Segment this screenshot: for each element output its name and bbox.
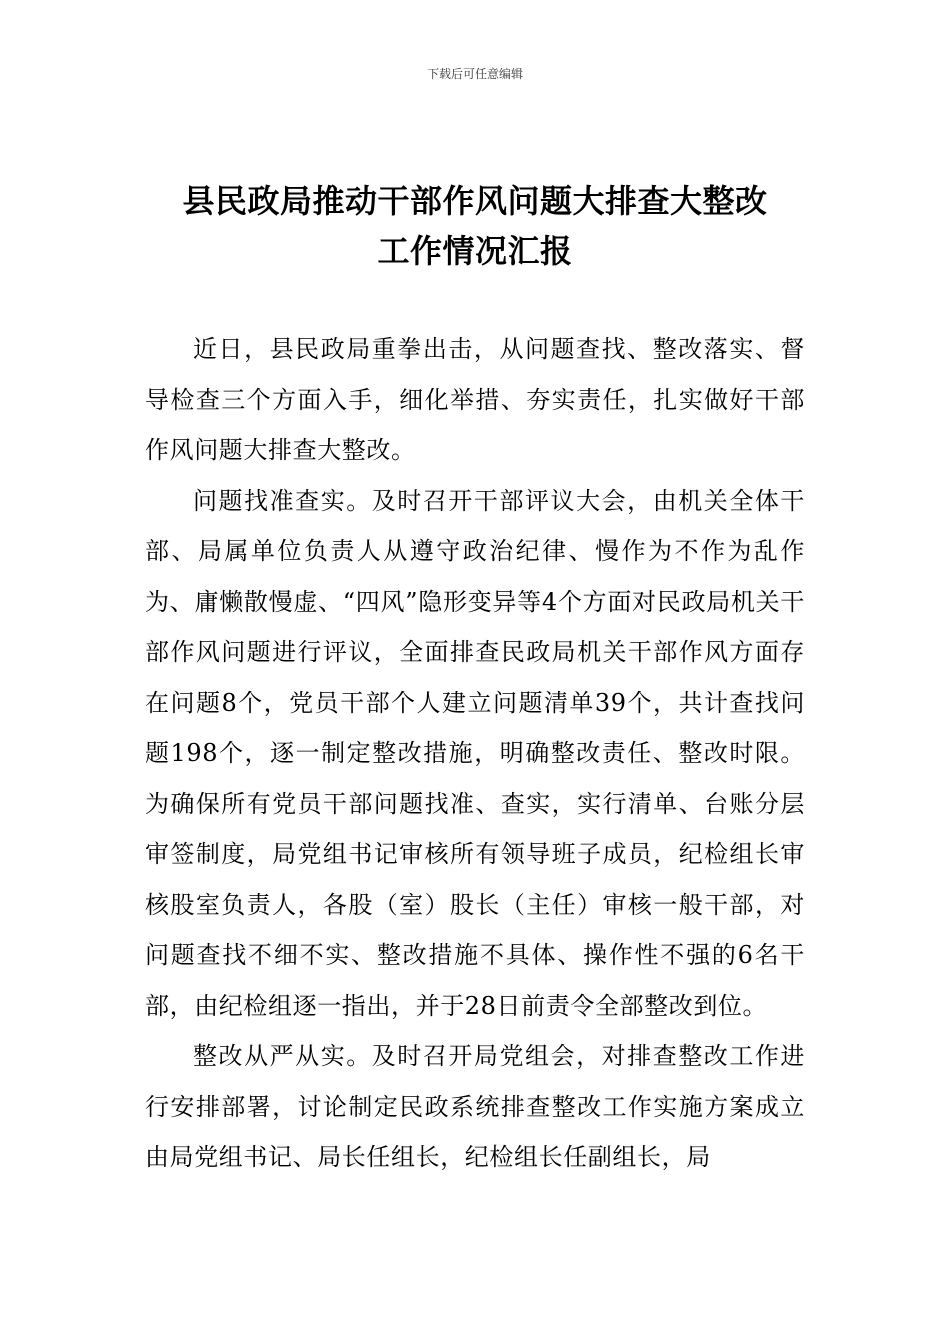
document-title bbox=[140, 176, 810, 276]
paragraph-problem-finding: 问题找准查实。及时召开干部评议大会，由机关全体干部、局属单位负责人从遵守政治纪律、慢作为不作为乱作为、庸懒散慢虚、“四风”隐形变异等4个方面对民政局机关干部作风问题进行评议，全面排查民政局机关干部作风方面存在问题8个，党员干部个人建立问题清单39个，共计查找问题198个，逐一制定整改措施，明确整改责任、整改时限。为确保所有党员干部问题找准、查实，实行清单、台账分层审签制度，局党组书记审核所有领导班子成员，纪检组长审核股室负责人，各股（室）股长（主任）审核一般干部，对问题查找不细不实、整改措施不具体、操作性不强的6名干部，由纪检组逐一指出，并于28日前责令全部整改到位。 bbox=[145, 486, 805, 1020]
document-body bbox=[145, 324, 805, 1183]
header-note: 下载后可任意编辑 bbox=[426, 67, 523, 81]
title-line-1: 县民政局推动干部作风问题大排查大整改 bbox=[182, 182, 768, 220]
paragraph-intro: 近日，县民政局重拳出击，从问题查找、整改落实、督导检查三个方面入手，细化举措、夯实责任，扎实做好干部作风问题大排查大整改。 bbox=[145, 335, 805, 464]
paragraph-rectification: 整改从严从实。及时召开局党组会，对排查整改工作进行安排部署，讨论制定民政系统排查整改工作实施方案成立由局党组书记、局长任组长，纪检组长任副组长，局 bbox=[145, 1042, 805, 1171]
title-line-2: 工作情况汇报 bbox=[377, 232, 573, 270]
